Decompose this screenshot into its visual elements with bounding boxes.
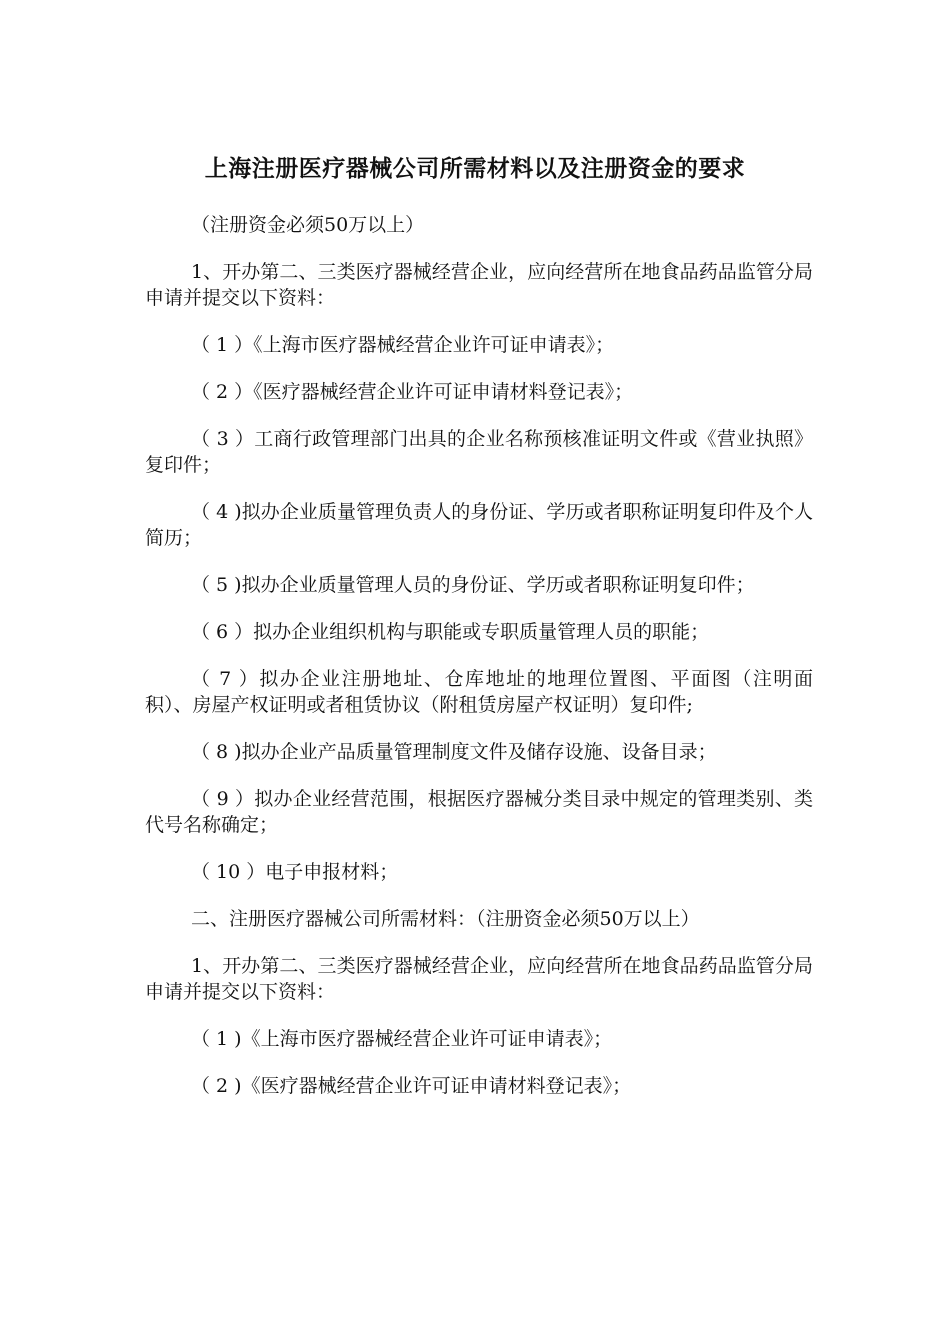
list-item-3: （ 3 ）工商行政管理部门出具的企业名称预核准证明文件或《营业执照》复印件； — [145, 428, 813, 476]
list-item-12: （ 2 )《医疗器械经营企业许可证申请材料登记表》； — [191, 1075, 632, 1097]
paragraph-capital-note: （注册资金必须50万以上） — [191, 214, 425, 236]
document-body — [145, 212, 813, 1120]
list-item-10: （ 10 ）电子申报材料； — [191, 861, 399, 883]
list-item-11: （ 1 )《上海市医疗器械经营企业许可证申请表》； — [191, 1028, 613, 1050]
list-item-1: （ 1 ）《上海市医疗器械经营企业许可证申请表》； — [191, 334, 615, 356]
list-item-4: （ 4 )拟办企业质量管理负责人的身份证、学历或者职称证明复印件及个人简历； — [145, 501, 813, 549]
document-title: 上海注册医疗器械公司所需材料以及注册资金的要求 — [204, 155, 746, 182]
section-2-heading: 二、注册医疗器械公司所需材料：（注册资金必须50万以上） — [191, 908, 700, 930]
paragraph-section-1-intro: 1、开办第二、三类医疗器械经营企业，应向经营所在地食品药品监管分局申请并提交以下资料： — [145, 261, 813, 309]
list-item-5: （ 5 )拟办企业质量管理人员的身份证、学历或者职称证明复印件； — [191, 574, 755, 596]
list-item-6: （ 6 ）拟办企业组织机构与职能或专职质量管理人员的职能； — [191, 621, 710, 643]
list-item-9: （ 9 ）拟办企业经营范围，根据医疗器械分类目录中规定的管理类别、类代号名称确定； — [145, 788, 813, 836]
list-item-2: （ 2 ）《医疗器械经营企业许可证申请材料登记表》； — [191, 381, 634, 403]
list-item-8: （ 8 )拟办企业产品质量管理制度文件及储存设施、设备目录； — [191, 741, 717, 763]
paragraph-section-2-intro: 1、开办第二、三类医疗器械经营企业，应向经营所在地食品药品监管分局申请并提交以下资料： — [145, 955, 813, 1003]
list-item-7: （ 7 ）拟办企业注册地址、仓库地址的地理位置图、平面图（注明面积）、房屋产权证明或者租赁协议（附租赁房屋产权证明）复印件; — [145, 668, 813, 716]
